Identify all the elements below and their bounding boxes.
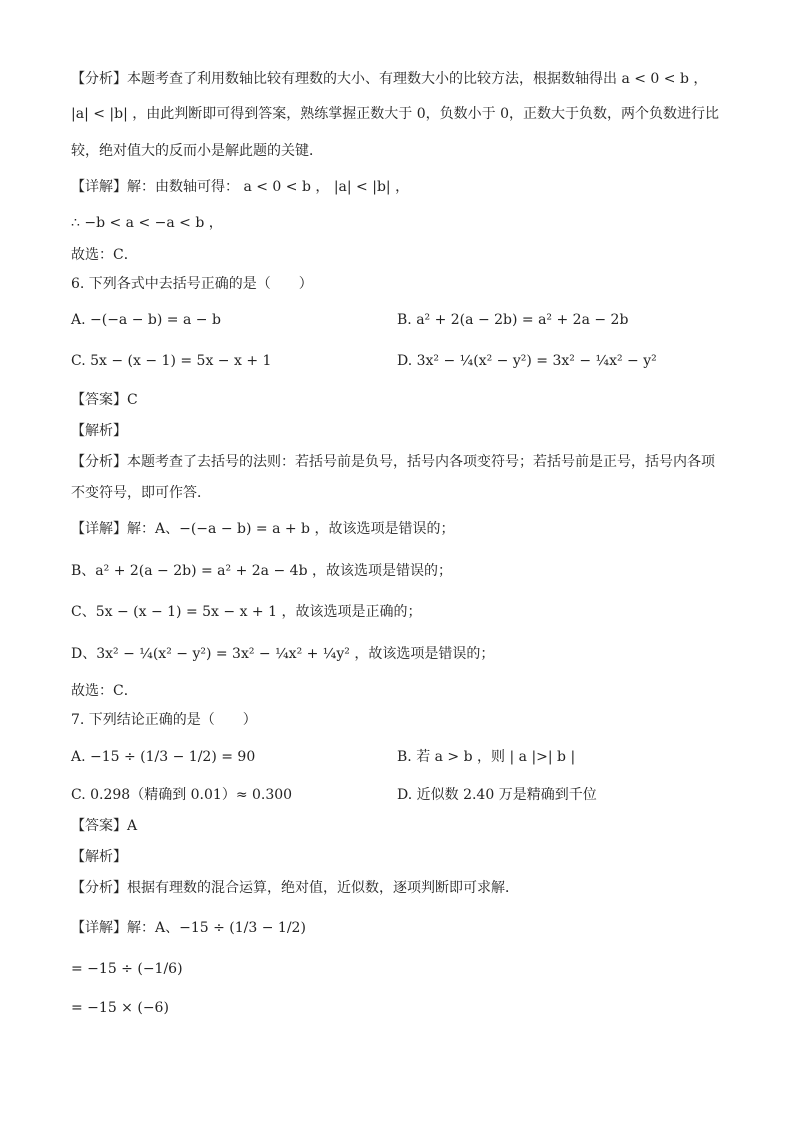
text-line-l16: 【详解】解：A、−(−a − b) = a + b ，故该选项是错误的； [71, 521, 455, 537]
text-line-l4: 【详解】解：由数轴可得： a < 0 < b ， |a| < |b| ， [71, 179, 410, 195]
text-line-l20: 故选：C． [71, 683, 138, 699]
text-line-l21: 7. 下列结论正确的是（ ） [71, 712, 257, 728]
text-line-l1: 【分析】本题考查了利用数轴比较有理数的大小、有理数大小的比较方法，根据数轴得出 a < 0 < b ， [71, 71, 708, 87]
text-line-l18: C、5x − (x − 1) = 5x − x + 1 ，故该选项是正确的； [71, 604, 422, 620]
text-line-l25: D. 近似数 2.40 万是精确到千位 [397, 787, 597, 803]
text-line-l6: 故选：C． [71, 247, 138, 263]
text-line-l27: 【解析】 [71, 849, 127, 865]
text-line-l29: 【详解】解：A、−15 ÷ (1/3 − 1/2) [71, 920, 306, 936]
text-line-l17: B、a² + 2(a − 2b) = a² + 2a − 4b ，故该选项是错误的； [71, 563, 452, 579]
text-line-l28: 【分析】根据有理数的混合运算，绝对值，近似数，逐项判断即可求解． [71, 880, 519, 896]
text-line-l15: 不变符号，即可作答． [71, 485, 211, 501]
text-line-l13: 【解析】 [71, 423, 127, 439]
text-line-l12: 【答案】C [71, 392, 138, 408]
text-line-l8: A. −(−a − b) = a − b [71, 312, 221, 328]
text-line-l3: 较，绝对值大的反而小是解此题的关键． [71, 143, 323, 159]
text-line-l22: A. −15 ÷ (1/3 − 1/2) = 90 [71, 749, 256, 765]
text-line-l10: C. 5x − (x − 1) = 5x − x + 1 [71, 353, 272, 369]
text-line-l24: C. 0.298（精确到 0.01）≈ 0.300 [71, 787, 293, 803]
text-line-l11: D. 3x² − ¼(x² − y²) = 3x² − ¼x² − y² [397, 353, 657, 369]
text-line-l14: 【分析】本题考查了去括号的法则：若括号前是负号，括号内各项变符号；若括号前是正号，括号内各项 [71, 454, 715, 470]
text-line-l5: ∴ −b < a < −a < b ， [71, 215, 223, 231]
text-line-l31: = −15 × (−6) [71, 1000, 169, 1016]
text-line-l26: 【答案】A [71, 818, 138, 834]
text-line-l23: B. 若 a > b ，则 | a |>| b | [397, 749, 576, 765]
text-line-l9: B. a² + 2(a − 2b) = a² + 2a − 2b [397, 312, 629, 328]
text-line-l30: = −15 ÷ (−1/6) [71, 961, 183, 977]
text-line-l19: D、3x² − ¼(x² − y²) = 3x² − ¼x² + ¼y² ，故该选项是错误的； [71, 646, 495, 662]
text-line-l2: |a| < |b| ，由此判断即可得到答案，熟练掌握正数大于 0，负数小于 0，正数大于负数，两个负数进行比 [71, 106, 719, 122]
text-line-l7: 6. 下列各式中去括号正确的是（ ） [71, 276, 313, 292]
